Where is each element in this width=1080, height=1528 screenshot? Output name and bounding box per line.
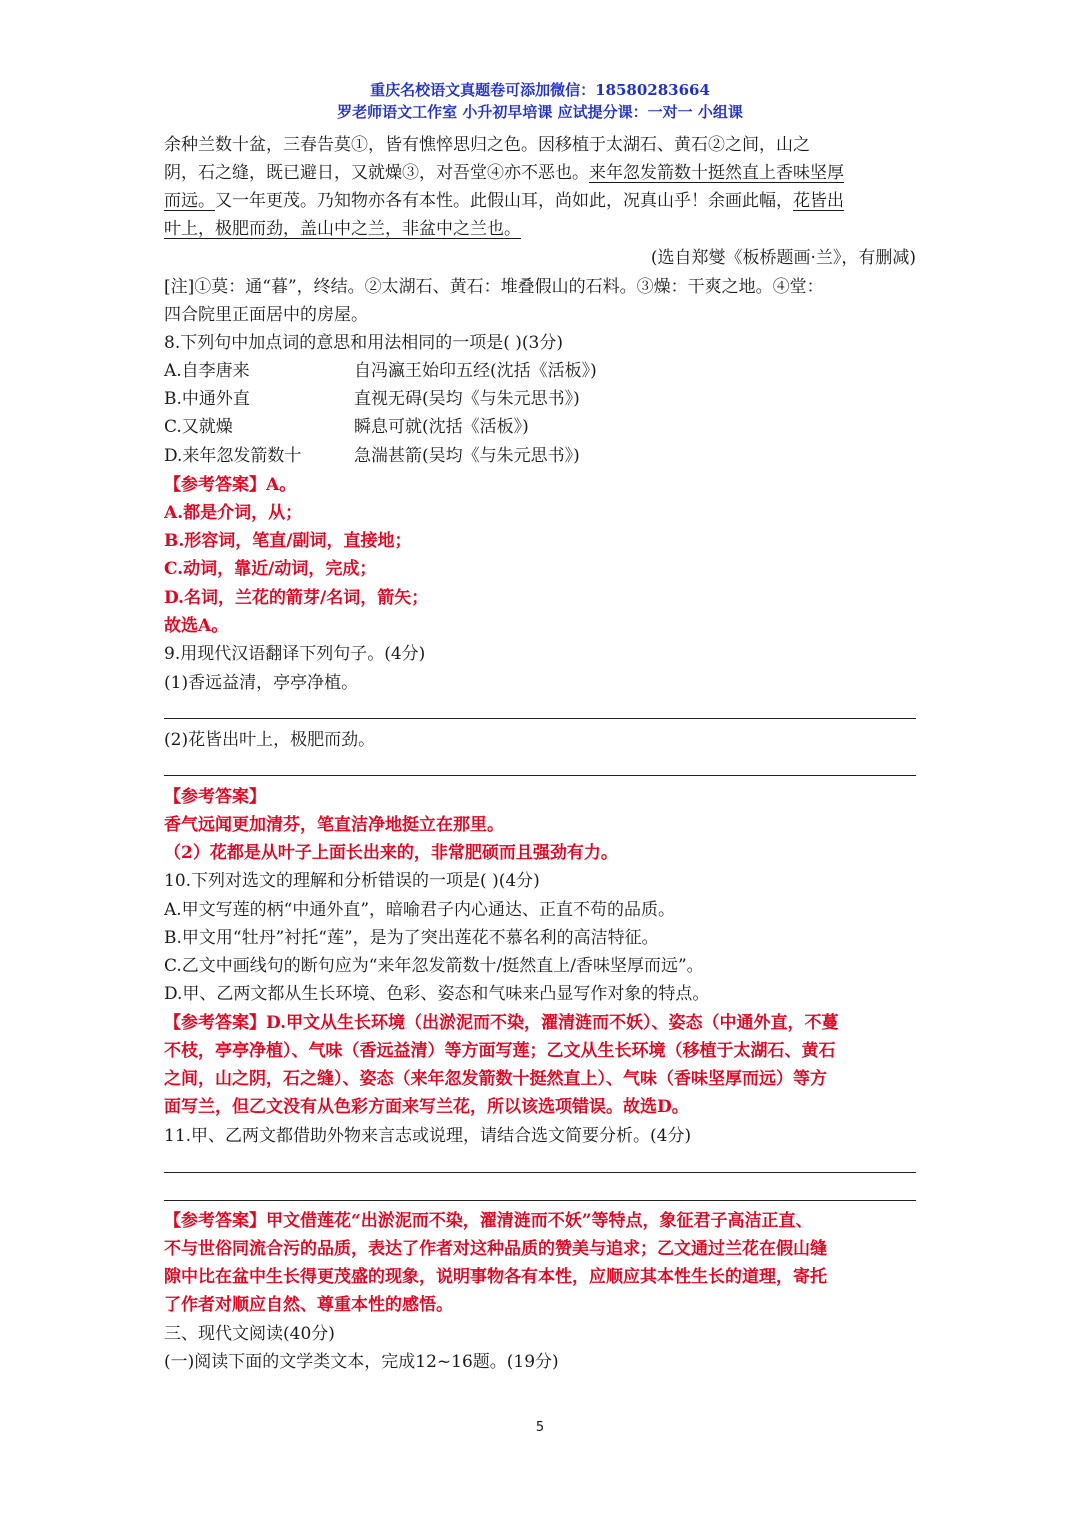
- option-row: A.自李唐来 自冯瀛王始印五经(沈括《活板》): [164, 361, 597, 381]
- passage-line: 阴，石之缝，既已避日，又就燥③，对吾堂④亦不恶也。来年忽发箭数十挺然直上香味坚厚: [164, 163, 844, 183]
- answer-line: 不枝，亭亭净植）、气味（香远益清）等方面写莲；乙文从生长环境（移植于太湖石、黄石: [164, 1041, 836, 1061]
- answer-blank-line: [164, 775, 916, 776]
- question-9-sentence-2: (2)花皆出叶上，极肥而劲。: [164, 730, 376, 750]
- answer-line: 了作者对顺应自然、尊重本性的感悟。: [164, 1295, 453, 1315]
- section-title: 三、现代文阅读(40分): [164, 1324, 335, 1344]
- passage-line: [164, 218, 916, 240]
- answer-line: 不与世俗同流合污的品质，表达了作者对这种品质的赞美与追求；乙文通过兰花在假山缝: [164, 1239, 827, 1259]
- question-11-stem: 11.甲、乙两文都借助外物来言志或说理，请结合选文简要分析。(4分): [164, 1126, 692, 1146]
- answer-line: 【参考答案】: [164, 787, 266, 807]
- option-line: B.甲文用“牡丹”衬托“莲”，是为了突出莲花不慕名利的高洁特征。: [164, 928, 659, 948]
- answer-line: 故选A。: [164, 616, 229, 636]
- option-line: A.甲文写莲的柄“中通外直”，暗喻君子内心通达、正直不苟的品质。: [164, 900, 676, 920]
- option-line: C.乙文中画线句的断句应为“来年忽发箭数十/挺然直上/香味坚厚而远”。: [164, 956, 704, 976]
- option-row: D.来年忽发箭数十 急湍甚箭(吴均《与朱元思书》): [164, 446, 580, 466]
- answer-line: A.都是介词，从；: [164, 503, 303, 523]
- underlined-sentence: 来年忽发箭数十挺然直上香味坚厚: [589, 163, 844, 183]
- answer-line: 面写兰，但乙文没有从色彩方面来写兰花，所以该选项错误。故选D。: [164, 1097, 689, 1117]
- answer-line: C.动词，靠近/动词，完成；: [164, 559, 377, 579]
- answer-line: 【参考答案】甲文借莲花“出淤泥而不染，濯清涟而不妖”等特点，象征君子高洁正直、: [164, 1211, 813, 1231]
- answer-line: B.形容词，笔直/副词，直接地；: [164, 531, 412, 551]
- note-line: 四合院里正面居中的房屋。: [164, 305, 368, 325]
- option-row: B.中通外直 直视无碍(吴均《与朱元思书》): [164, 389, 580, 409]
- answer-line: 隙中比在盆中生长得更茂盛的现象，说明事物各有本性，应顺应其本性生长的道理，寄托: [164, 1267, 827, 1287]
- underlined-sentence: 花皆出: [793, 191, 844, 211]
- answer-blank-line: [164, 1172, 916, 1173]
- answer-line: D.名词，兰花的箭芽/名词，箭矢；: [164, 588, 429, 608]
- question-10-stem: 10.下列对选文的理解和分析错误的一项是( )(4分): [164, 871, 540, 891]
- option-row: C.又就燥 瞬息可就(沈括《活板》): [164, 417, 529, 437]
- section-instruction: (一)阅读下面的文学类文本，完成12~16题。(19分): [164, 1352, 559, 1372]
- question-8-stem: 8.下列句中加点词的意思和用法相同的一项是( )(3分): [164, 333, 563, 353]
- answer-blank-line: [164, 718, 916, 719]
- underlined-sentence: 叶上，极肥而劲，盖山中之兰，非盆中之兰也。: [164, 219, 521, 239]
- page-number: 5: [535, 1420, 545, 1435]
- note-line: [注]①莫：通“暮”，终结。②太湖石、黄石：堆叠假山的石料。③燥：干爽之地。④堂：: [164, 277, 824, 297]
- answer-line: （2）花都是从叶子上面长出来的，非常肥硕而且强劲有力。: [164, 843, 618, 863]
- header-courses: 罗老师语文工作室 小升初早培课 应试提分课：一对一 小组课: [337, 103, 743, 121]
- answer-line: 【参考答案】D.甲文从生长环境（出淤泥而不染，濯清涟而不妖）、姿态（中通外直，不蔓: [164, 1013, 839, 1033]
- passage-source: (选自郑燮《板桥题画·兰》，有删减): [650, 248, 916, 268]
- option-line: D.甲、乙两文都从生长环境、色彩、姿态和气味来凸显写作对象的特点。: [164, 984, 710, 1004]
- answer-line: 香气远闻更加清芬，笔直洁净地挺立在那里。: [164, 815, 504, 835]
- underlined-sentence: 而远。: [164, 191, 215, 211]
- question-9-sentence-1: (1)香远益清，亭亭净植。: [164, 673, 359, 693]
- answer-line: 【参考答案】A。: [164, 475, 297, 495]
- question-9-stem: 9.用现代汉语翻译下列句子。(4分): [164, 644, 426, 664]
- answer-blank-line: [164, 1200, 916, 1201]
- answer-line: 之间，山之阴，石之缝）、姿态（来年忽发箭数十挺然直上）、气味（香味坚厚而远）等方: [164, 1069, 827, 1089]
- header-contact: 重庆名校语文真题卷可添加微信：18580283664: [370, 81, 710, 99]
- passage-line: 而远。又一年更茂。乃知物亦各有本性。此假山耳，尚如此，况真山乎！余画此幅，花皆出: [164, 191, 844, 211]
- passage-line: 余种兰数十盆，三春告莫①，皆有憔悴思归之色。因移植于太湖石、黄石②之间，山之: [164, 135, 810, 155]
